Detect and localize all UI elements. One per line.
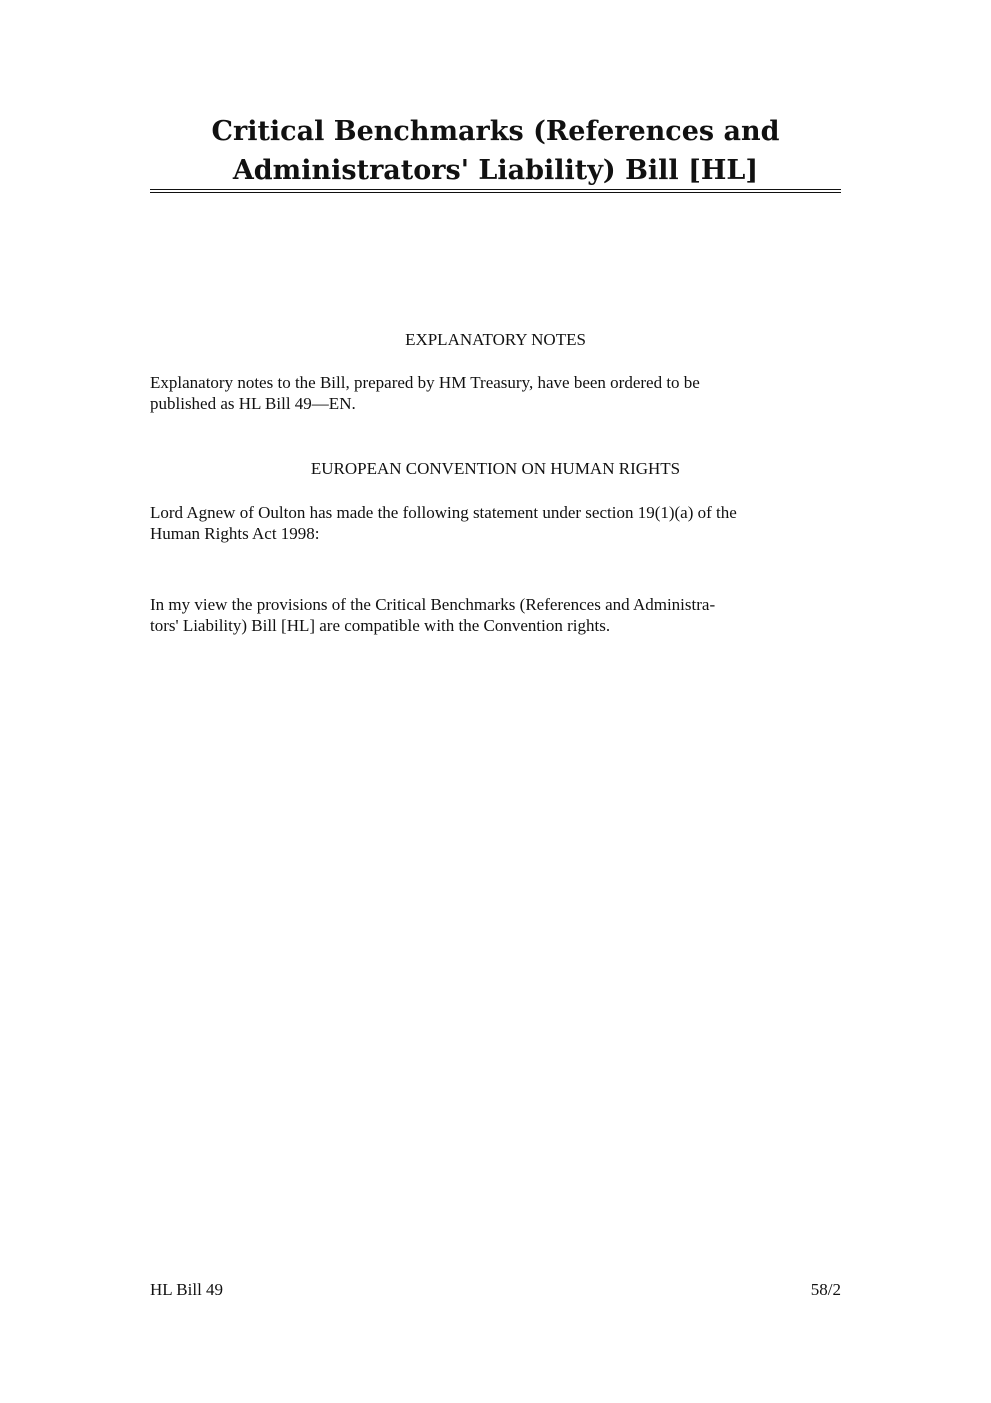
footer-reference: 58/2 bbox=[810, 1280, 841, 1299]
echr-statement-paragraph bbox=[150, 502, 841, 544]
explanatory-notes-line-1: Explanatory notes to the Bill, prepared by HM Treasury, have been ordered to be bbox=[150, 373, 700, 392]
explanatory-notes-line-2: published as HL Bill 49—EN. bbox=[150, 394, 356, 413]
explanatory-notes-heading: EXPLANATORY NOTES bbox=[405, 330, 586, 349]
bill-title bbox=[150, 112, 841, 190]
compatibility-view-paragraph bbox=[150, 594, 841, 636]
footer-bill-number: HL Bill 49 bbox=[150, 1280, 224, 1299]
compatibility-view-line-1: In my view the provisions of the Critical Benchmarks (References and Administra- bbox=[150, 595, 716, 614]
echr-heading: EUROPEAN CONVENTION ON HUMAN RIGHTS bbox=[310, 459, 681, 478]
bill-title-line-2: Administrators' Liability) Bill [HL] bbox=[232, 155, 759, 186]
echr-statement-line-1: Lord Agnew of Oulton has made the following statement under section 19(1)(a) of the bbox=[150, 503, 737, 522]
bill-title-line-1: Critical Benchmarks (References and bbox=[211, 116, 780, 147]
title-double-rule bbox=[150, 189, 841, 193]
explanatory-notes-paragraph bbox=[150, 372, 841, 414]
echr-statement-line-2: Human Rights Act 1998: bbox=[150, 524, 320, 543]
compatibility-view-line-2: tors' Liability) Bill [HL] are compatible with the Convention rights. bbox=[150, 616, 611, 635]
